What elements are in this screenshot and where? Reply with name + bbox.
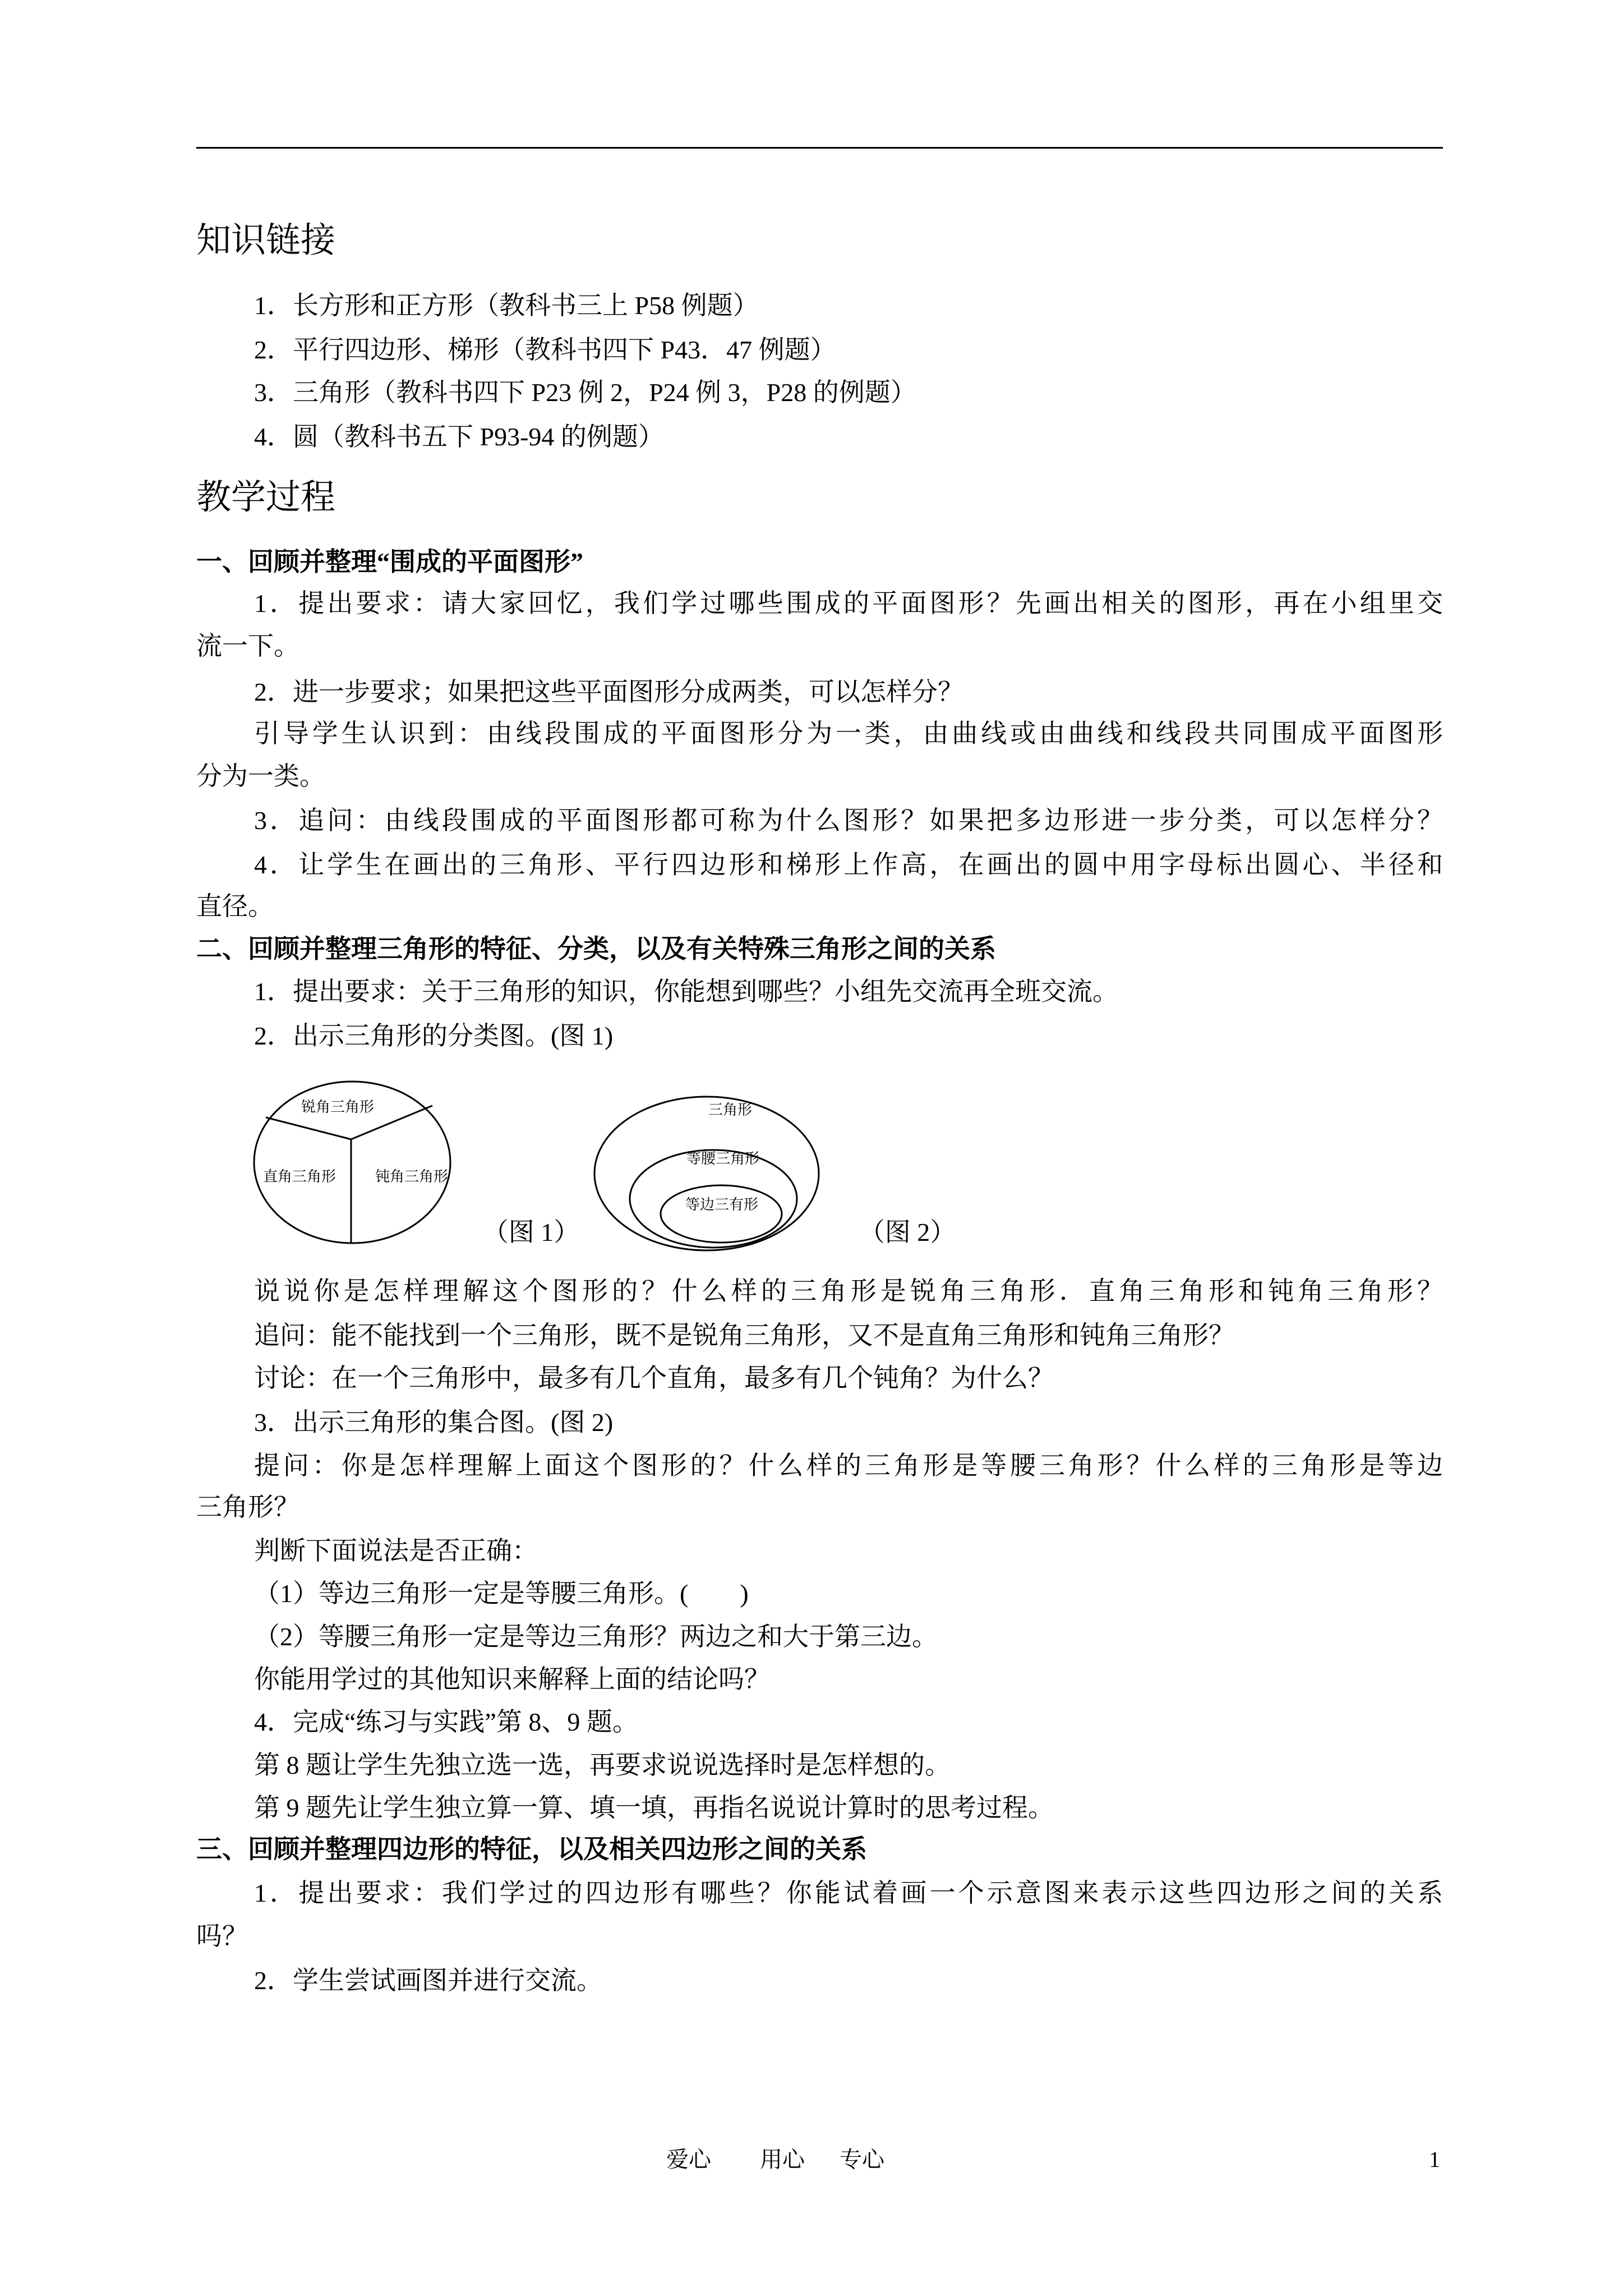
figure2-label: 等边三有形 — [685, 1197, 759, 1213]
page-number: 1 — [1429, 2147, 1440, 2172]
paragraph-line: 第 9 题先让学生独立算一算、填一填，再指名说说计算时的思考过程。 — [254, 1793, 1054, 1822]
paragraph-line: 提问：你是怎样理解上面这个图形的？什么样的三角形是等腰三角形？什么样的三角形是等边 — [254, 1451, 1443, 1480]
paragraph-line: 4．让学生在画出的三角形、平行四边形和梯形上作高，在画出的圆中用字母标出圆心、半径和 — [254, 850, 1443, 879]
paragraph-line: 引导学生认识到：由线段围成的平面图形分为一类，由曲线或由曲线和线段共同围成平面图形 — [254, 719, 1443, 748]
footer-motto: 爱心 — [666, 2147, 711, 2172]
paragraph-line: 三角形？ — [196, 1493, 299, 1521]
paragraph-line: 2．学生尝试画图并进行交流。 — [254, 1966, 602, 1995]
paragraph-line: 第 8 题让学生先独立选一选，再要求说说选择时是怎样想的。 — [254, 1751, 951, 1779]
paragraph-line: （2）等腰三角形一定是等边三角形？两边之和大于第三边。 — [254, 1622, 938, 1651]
paragraph-line: （1）等边三角形一定是等腰三角形。( ) — [254, 1579, 749, 1608]
section-title-process: 教学过程 — [196, 478, 336, 517]
list-item: 4．圆（教科书五下 P93-94 的例题） — [254, 422, 664, 451]
figure2-caption: （图 2） — [859, 1218, 956, 1246]
paragraph-line: 讨论：在一个三角形中，最多有几个直角，最多有几个钝角？为什么？ — [254, 1364, 1054, 1392]
paragraph-line: 流一下。 — [196, 632, 299, 660]
footer-motto: 用心 — [760, 2147, 805, 2172]
figure1-caption: （图 1） — [482, 1218, 580, 1246]
list-item: 3．三角形（教科书四下 P23 例 2，P24 例 3，P28 的例题） — [254, 378, 916, 407]
section-title-links: 知识链接 — [196, 222, 336, 260]
list-item: 2．平行四边形、梯形（教科书四下 P43．47 例题） — [254, 335, 836, 364]
subheading: 一、回顾并整理“围成的平面图形” — [196, 547, 583, 576]
paragraph-line: 2．出示三角形的分类图。(图 1) — [254, 1022, 614, 1050]
paragraph-line: 1．提出要求：关于三角形的知识，你能想到哪些？小组先交流再全班交流。 — [254, 977, 1118, 1006]
paragraph-line: 3．追问：由线段围成的平面图形都可称为什么图形？如果把多边形进一步分类，可以怎样分？ — [254, 806, 1443, 835]
paragraph-line: 4．完成“练习与实践”第 8、9 题。 — [254, 1708, 638, 1736]
paragraph-line: 你能用学过的其他知识来解释上面的结论吗？ — [254, 1665, 770, 1694]
figure2-inner-ellipse — [661, 1185, 782, 1243]
paragraph-line: 直径。 — [196, 892, 274, 921]
paragraph-line: 吗？ — [196, 1922, 248, 1950]
figure1-divider — [266, 1117, 351, 1139]
paragraph-line: 3．出示三角形的集合图。(图 2) — [254, 1408, 614, 1437]
paragraph-line: 说说你是怎样理解这个图形的？什么样的三角形是锐角三角形．直角三角形和钝角三角形？ — [254, 1277, 1443, 1305]
figure1-label: 直角三角形 — [262, 1168, 336, 1185]
paragraph-line: 判断下面说法是否正确： — [254, 1536, 538, 1565]
figure2-set-diagram — [594, 1097, 819, 1250]
paragraph-line: 1．提出要求：我们学过的四边形有哪些？你能试着画一个示意图来表示这些四边形之间的关系 — [254, 1879, 1443, 1907]
paragraph-line: 2．进一步要求；如果把这些平面图形分成两类，可以怎样分？ — [254, 678, 963, 706]
footer-motto: 专心 — [840, 2147, 884, 2172]
figure1-label: 锐角三角形 — [301, 1099, 375, 1116]
figure2-label: 等腰三角形 — [686, 1151, 760, 1167]
paragraph-line: 1．提出要求：请大家回忆，我们学过哪些围成的平面图形？先画出相关的图形，再在小组里交 — [254, 589, 1443, 618]
figure2-label: 三角形 — [708, 1102, 753, 1119]
list-item: 1．长方形和正方形（教科书三上 P58 例题） — [254, 291, 759, 320]
subheading: 二、回顾并整理三角形的特征、分类，以及有关特殊三角形之间的关系 — [196, 935, 996, 963]
paragraph-line: 追问：能不能找到一个三角形，既不是锐角三角形，又不是直角三角形和钝角三角形？ — [254, 1321, 1234, 1350]
subheading: 三、回顾并整理四边形的特征，以及相关四边形之间的关系 — [196, 1835, 867, 1864]
figure1-label: 钝角三角形 — [375, 1168, 449, 1185]
paragraph-line: 分为一类。 — [196, 762, 325, 790]
